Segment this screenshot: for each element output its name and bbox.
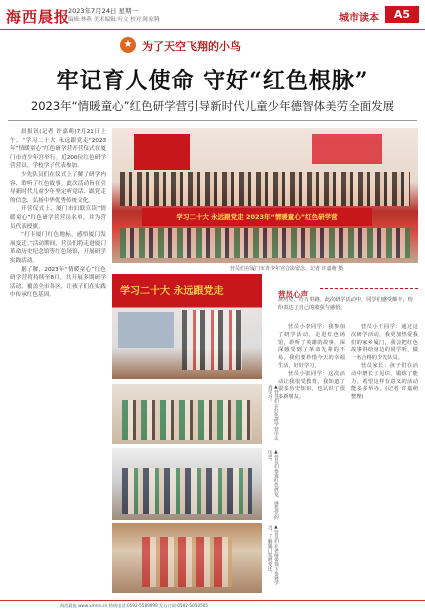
right-column-heading bbox=[278, 282, 418, 299]
photo-caption: ▲营员们在老师带领下参观学习，了解厦门发展变迁。 bbox=[267, 525, 279, 586]
paragraph: 晨报讯(记者 许嘉萌)7月21日上午，“学习二十大 永远跟党走”2023年“情暖童心”红色研学营开营仪式在厦门市青少年宫举行。近200位红色研学营营员、学校学子代表参加。 bbox=[10, 129, 106, 170]
photo-banner: 学习二十大 永远跟党走 2023年“情暖童心”红色研学营 bbox=[142, 208, 372, 226]
article-left-column bbox=[10, 128, 106, 300]
paragraph: 少先队员们在仪式上了解了研学内容，聆听了红色故事。此次活动旨在引导新时代儿童少年坚定听党话、跟党走的信念，弘扬中华优秀传统文化。 bbox=[10, 171, 106, 204]
page-footer: 海西晨报 www.xmnn.cn 热线电话:0592-5589999 发行订阅:0592-5050505 bbox=[0, 600, 425, 611]
editor-meta: 编辑:林燕 美术编辑:叶文 校对:陈家腾 bbox=[68, 17, 160, 23]
photo-students bbox=[112, 384, 262, 444]
article-right-column bbox=[278, 324, 418, 402]
issue-date: 2023年7月24日 星期一 bbox=[68, 7, 139, 15]
paragraph: 营员小李同学：我参加了研学活动，走进红色场馆，聆听了英雄的故事，深深感受到了革命先辈的不易。我们要珍惜今天的幸福生活，好好学习。 bbox=[278, 324, 345, 369]
people bbox=[182, 310, 242, 370]
paragraph: 营员家长：孩子们在活动中增长了见识、锻炼了能力，希望这样有意义的活动能多多举办。(记者 许嘉萌 整理) bbox=[351, 362, 418, 401]
paragraph: “打卡厦门红色地标，感悟厦门发展变迁。”活动期间，营员们将走进厦门革命历史纪念馆等红色场馆，开展研学实践活动。 bbox=[10, 232, 106, 264]
masthead bbox=[0, 0, 425, 30]
star-icon: ★ bbox=[120, 37, 136, 53]
crowd bbox=[120, 172, 410, 206]
people bbox=[122, 400, 252, 440]
photo-exhibition bbox=[112, 448, 262, 520]
paragraph: 营员小王同学：通过这次研学活动，我更加热爱我们的家乡厦门，我会把红色故事讲给身边的同学听，做一名合格的少先队员。 bbox=[351, 324, 418, 362]
stage-photo bbox=[112, 274, 262, 379]
party-flag bbox=[134, 134, 190, 170]
flag bbox=[312, 134, 382, 164]
crowd-lower bbox=[120, 228, 410, 258]
subheadline: 2023年“情暖童心”红色研学营引导新时代儿童少年德智体美劳全面发展 bbox=[30, 99, 395, 113]
stage-backdrop-text: 学习二十大 永远跟党走 bbox=[120, 286, 224, 297]
column-banner bbox=[120, 37, 320, 53]
right-column-intro: 读历史、行万里路。此次研学活动中，同学们感受颇丰，纷纷表达了自己的收获与感悟。 bbox=[278, 297, 413, 311]
people bbox=[122, 468, 252, 514]
photo-visit bbox=[112, 523, 262, 593]
screen bbox=[118, 312, 174, 348]
main-photo-caption: 营员们在厦门市青少年宫合影留念。记者 许嘉萌 摄 bbox=[230, 266, 344, 272]
column-banner-title: 为了天空飞翔的小鸟 bbox=[142, 40, 241, 53]
headline: 牢记育人使命 守好“红色根脉” bbox=[56, 68, 369, 94]
photo-caption: ▲营员们参观红色展览，感悟党的历史。 bbox=[267, 450, 279, 520]
right-column-title: 营员心声 bbox=[278, 290, 308, 299]
paragraph: 开营仪式上，厦门市妇联宣读“情暖童心”红色研学营营员名单，并为营员代表授旗。 bbox=[10, 206, 106, 230]
newspaper-logo: 海西晨报 bbox=[6, 8, 71, 26]
section-title: 城市读本 bbox=[339, 13, 379, 24]
page-number: A5 bbox=[385, 6, 419, 23]
dashed-rule bbox=[320, 288, 418, 289]
photo-caption: ▲营员们在红色研学营中认真学习。 bbox=[267, 385, 279, 441]
main-group-photo bbox=[112, 128, 418, 263]
paragraph: 据了解，2023年“情暖童心”红色研学营将持续至8月，共开展多期研学活动，覆盖全市各区，让孩子们在实践中传承红色基因。 bbox=[10, 266, 106, 299]
paragraph: 营员小张同学：这次活动让我很受教育。我知道了很多历史知识，也认识了很多新朋友。 bbox=[278, 370, 345, 401]
people bbox=[142, 537, 232, 587]
divider bbox=[8, 120, 417, 121]
